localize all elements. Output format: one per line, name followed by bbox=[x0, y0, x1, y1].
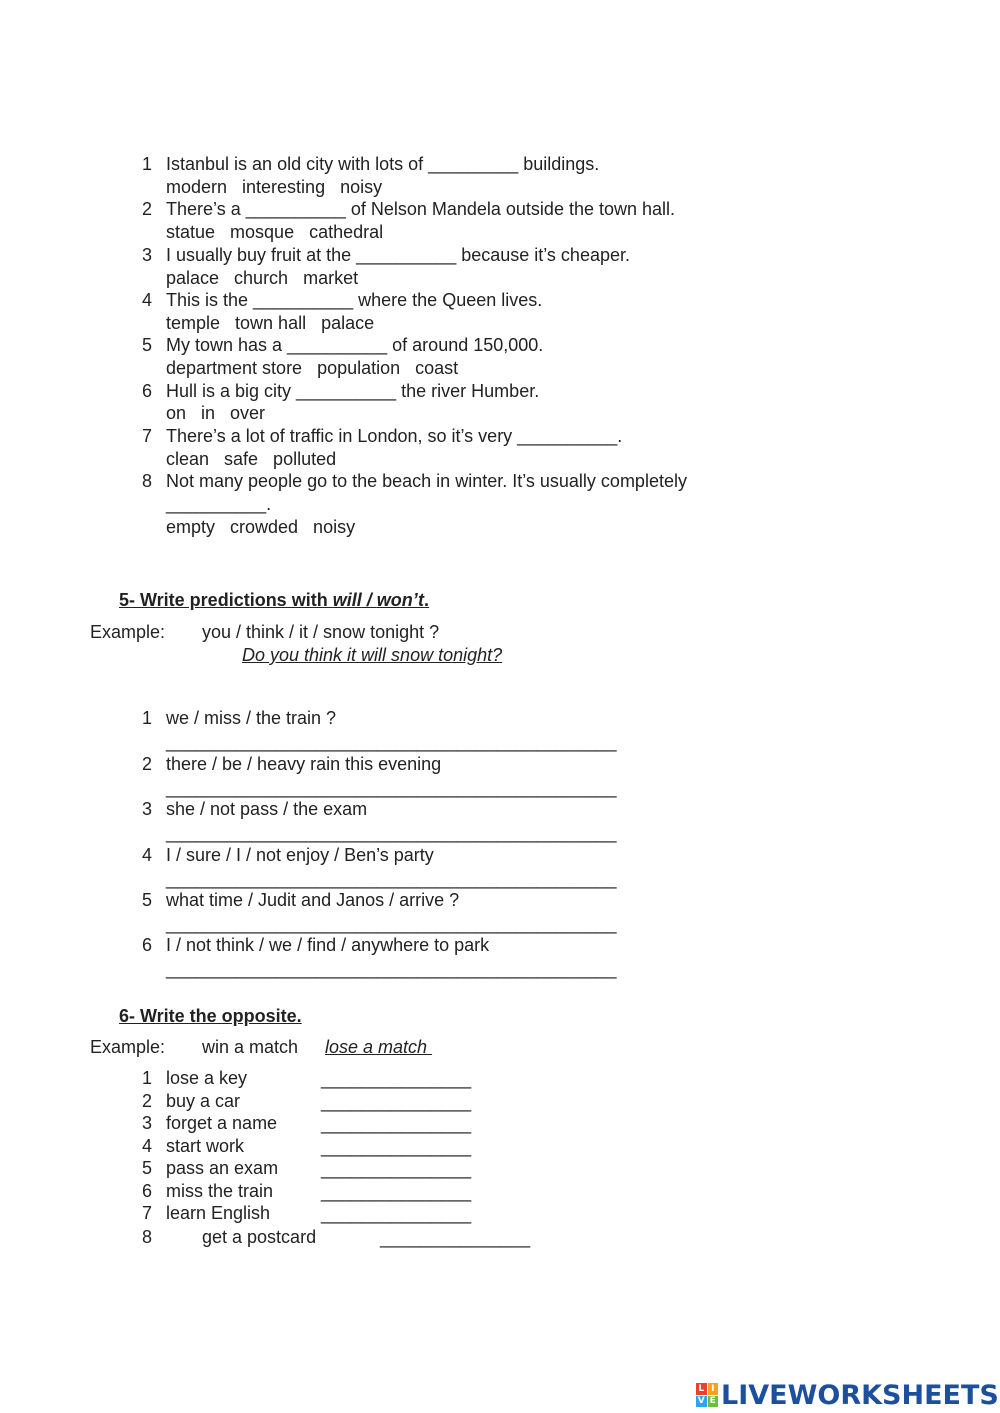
phrase-text: forget a name bbox=[166, 1113, 278, 1133]
answer-line[interactable]: _______________ bbox=[321, 1159, 472, 1179]
example-answer: Do you think it will snow tonight? bbox=[242, 645, 503, 665]
logo-text: LIVEWORKSHEETS bbox=[721, 1379, 999, 1411]
example-answer: lose a match bbox=[325, 1037, 433, 1057]
logo-letter-i: I bbox=[708, 1383, 719, 1395]
answer-line[interactable]: _____________________________________________ bbox=[166, 732, 617, 752]
question-text: My town has a __________ of around 150,000. bbox=[166, 335, 544, 355]
example-label: Example: bbox=[90, 1037, 166, 1057]
prompt-text: she / not pass / the exam bbox=[166, 799, 368, 819]
heading-separator: / bbox=[361, 590, 377, 610]
question-text-continued: __________. bbox=[166, 494, 272, 514]
heading-will: will bbox=[332, 590, 362, 610]
item-number: 4 bbox=[141, 845, 152, 865]
answer-line[interactable]: _______________ bbox=[321, 1092, 472, 1112]
item-number: 5 bbox=[141, 890, 152, 910]
example-prompt: win a match bbox=[202, 1037, 299, 1057]
logo-letter-e: E bbox=[708, 1396, 719, 1408]
question-text: There’s a lot of traffic in London, so it’s very __________. bbox=[166, 426, 623, 446]
item-number: 1 bbox=[141, 708, 152, 728]
item-number: 2 bbox=[141, 754, 152, 774]
phrase-text: miss the train bbox=[166, 1181, 274, 1201]
heading-prefix: 5- Write predictions with bbox=[119, 590, 333, 610]
phrase-text: pass an exam bbox=[166, 1158, 279, 1178]
answer-options[interactable]: clean safe polluted bbox=[166, 449, 337, 469]
logo-letter-l: L bbox=[696, 1383, 707, 1395]
phrase-text: buy a car bbox=[166, 1091, 241, 1111]
answer-options[interactable]: palace church market bbox=[166, 268, 359, 288]
answer-line[interactable]: _______________ bbox=[380, 1228, 531, 1248]
liveworksheets-logo bbox=[696, 1377, 999, 1413]
heading-wont: won’t bbox=[376, 590, 425, 610]
answer-line[interactable]: _______________ bbox=[321, 1069, 472, 1089]
example-prompt: you / think / it / snow tonight ? bbox=[202, 622, 440, 642]
answer-options[interactable]: modern interesting noisy bbox=[166, 177, 383, 197]
item-number: 7 bbox=[141, 1203, 152, 1223]
answer-line[interactable]: _______________ bbox=[321, 1204, 472, 1224]
answer-line[interactable]: _____________________________________________ bbox=[166, 959, 617, 979]
answer-line[interactable]: _____________________________________________ bbox=[166, 778, 617, 798]
answer-line[interactable]: _______________ bbox=[321, 1137, 472, 1157]
phrase-text: start work bbox=[166, 1136, 245, 1156]
answer-line[interactable]: _____________________________________________ bbox=[166, 869, 617, 889]
question-text: This is the __________ where the Queen lives. bbox=[166, 290, 543, 310]
answer-line[interactable]: _____________________________________________ bbox=[166, 914, 617, 934]
answer-options[interactable]: department store population coast bbox=[166, 358, 459, 378]
section-heading bbox=[119, 589, 429, 611]
question-text: I usually buy fruit at the __________ because it’s cheaper. bbox=[166, 245, 630, 265]
item-number: 3 bbox=[141, 245, 152, 265]
item-number: 5 bbox=[141, 1158, 152, 1178]
item-number: 8 bbox=[141, 471, 152, 491]
prompt-text: I / not think / we / find / anywhere to park bbox=[166, 935, 490, 955]
question-text: There’s a __________ of Nelson Mandela outside the town hall. bbox=[166, 199, 676, 219]
item-number: 4 bbox=[141, 290, 152, 310]
answer-line[interactable]: _______________ bbox=[321, 1182, 472, 1202]
answer-line[interactable]: _______________ bbox=[321, 1114, 472, 1134]
phrase-text: learn English bbox=[166, 1203, 271, 1223]
item-number: 3 bbox=[141, 1113, 152, 1133]
prompt-text: we / miss / the train ? bbox=[166, 708, 337, 728]
question-text: Not many people go to the beach in winter. It’s usually completely bbox=[166, 471, 687, 491]
prompt-text: I / sure / I / not enjoy / Ben’s party bbox=[166, 845, 434, 865]
answer-options[interactable]: empty crowded noisy bbox=[166, 517, 356, 537]
item-number: 1 bbox=[141, 154, 152, 174]
phrase-text: lose a key bbox=[166, 1068, 248, 1088]
answer-options[interactable]: on in over bbox=[166, 403, 266, 423]
item-number: 2 bbox=[141, 199, 152, 219]
heading-end: . bbox=[424, 590, 430, 610]
item-number: 5 bbox=[141, 335, 152, 355]
answer-line[interactable]: _____________________________________________ bbox=[166, 823, 617, 843]
logo-letter-v: V bbox=[697, 1396, 705, 1407]
item-number: 1 bbox=[141, 1068, 152, 1088]
item-number: 2 bbox=[141, 1091, 152, 1111]
prompt-text: what time / Judit and Janos / arrive ? bbox=[166, 890, 460, 910]
item-number: 8 bbox=[141, 1227, 152, 1247]
item-number: 6 bbox=[141, 381, 152, 401]
prompt-text: there / be / heavy rain this evening bbox=[166, 754, 442, 774]
question-text: Hull is a big city __________ the river Humber. bbox=[166, 381, 540, 401]
phrase-text: get a postcard bbox=[202, 1227, 317, 1247]
section-heading: 6- Write the opposite. bbox=[119, 1006, 302, 1026]
item-number: 6 bbox=[141, 1181, 152, 1201]
item-number: 4 bbox=[141, 1136, 152, 1156]
question-text: Istanbul is an old city with lots of _________ buildings. bbox=[166, 154, 600, 174]
item-number: 3 bbox=[141, 799, 152, 819]
answer-options[interactable]: temple town hall palace bbox=[166, 313, 375, 333]
logo-mark-icon bbox=[696, 1383, 718, 1407]
item-number: 6 bbox=[141, 935, 152, 955]
item-number: 7 bbox=[141, 426, 152, 446]
example-label: Example: bbox=[90, 622, 166, 642]
answer-options[interactable]: statue mosque cathedral bbox=[166, 222, 384, 242]
